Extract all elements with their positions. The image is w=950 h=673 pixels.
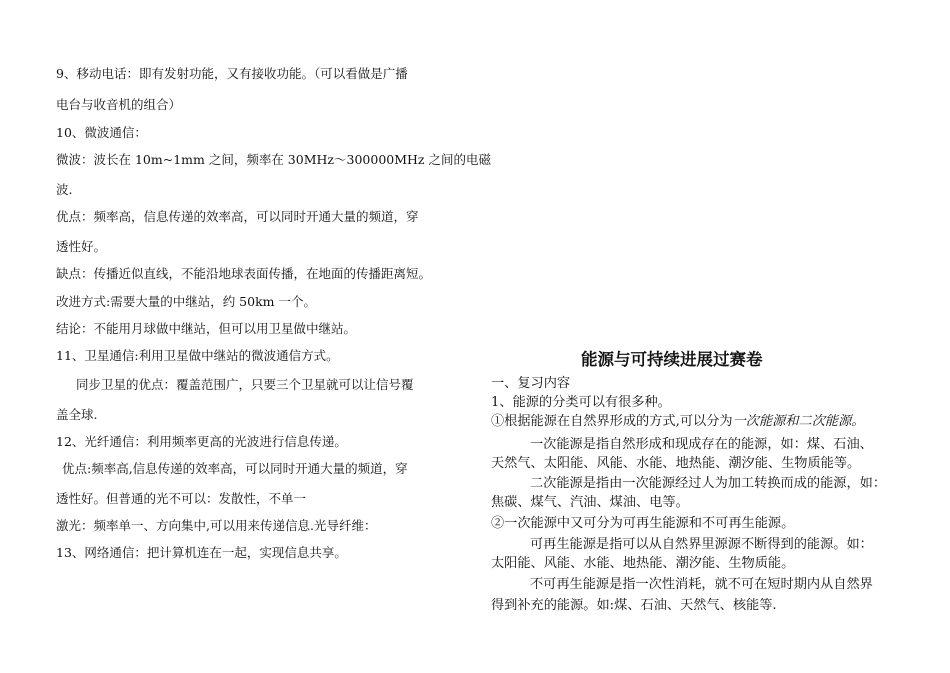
text-line: 电台与收音机的组合） — [56, 97, 182, 112]
text-line: 得到补充的能源。如:煤、石油、天然气、核能等. — [491, 598, 777, 613]
text-line: 13、网络通信：把计算机连在一起，实现信息共享。 — [56, 545, 347, 560]
text-line: 焦碳、煤气、汽油、煤油、电等。 — [491, 495, 689, 510]
text-line: 1、能源的分类可以有很多种。 — [491, 395, 671, 410]
text-line: 天然气、太阳能、风能、水能、地热能、潮汐能、生物质能等。 — [491, 456, 861, 471]
text-line: 优点：频率高，信息传递的效率高，可以同时开通大量的频道，穿 — [56, 209, 419, 224]
text-line: 一、复习内容 — [491, 376, 571, 391]
text-line: 二次能源是指由一次能源经过人为加工转换而成的能源，如： — [530, 476, 887, 491]
text-line: 结论：不能用月球做中继站，但可以用卫星做中继站。 — [56, 321, 357, 336]
text-span: ①根据能源在自然界形成的方式,可以分为 — [491, 414, 733, 429]
text-line: 11、卫星通信:利用卫星做中继站的微波通信方式。 — [56, 348, 339, 363]
text-line: 优点:频率高,信息传递的效率高，可以同时开通大量的频道，穿 — [62, 461, 408, 476]
text-line: 透性好。 — [56, 239, 107, 254]
text-line — [491, 410, 864, 429]
emphasis-text: 一次能源和二次能源。 — [732, 414, 865, 429]
text-line: 改进方式:需要大量的中继站，约 50km 一个。 — [56, 294, 316, 309]
text-line: 激光：频率单一、方向集中,可以用来传递信息.光导纤维： — [56, 518, 377, 533]
text-line: 波. — [56, 182, 73, 197]
text-line: 可再生能源是指可以从自然界里源源不断得到的能源。如： — [530, 537, 873, 552]
text-line: 不可再生能源是指一次性消耗，就不可在短时期内从自然界 — [530, 577, 873, 592]
text-line: 太阳能、风能、水能、地热能、潮汐能、生物质能。 — [491, 556, 795, 571]
text-line: 同步卫星的优点：覆盖范围广，只要三个卫星就可以让信号覆 — [76, 377, 414, 392]
text-line: 缺点：传播近似直线，不能沿地球表面传播，在地面的传播距离短。 — [56, 266, 432, 281]
text-line: 透性好。但普通的光不可以：发散性，不单一 — [56, 491, 307, 506]
section-title: 能源与可持续进展过赛卷 — [581, 350, 763, 369]
text-line: 12、光纤通信：利用频率更高的光波进行信息传递。 — [56, 434, 347, 449]
text-line: 10、微波通信： — [56, 125, 147, 140]
text-line: 一次能源是指自然形成和现成存在的能源，如：煤、石油、 — [530, 437, 873, 452]
text-line: 微波：波长在 10m~1mm 之间，频率在 30MHz～300000MHz 之间的电磁 — [56, 152, 491, 167]
text-line: 9、移动电话：即有发射功能，又有接收功能。（可以看做是广播 — [56, 66, 408, 81]
text-line: 盖全球. — [56, 407, 98, 422]
text-line: ②一次能源中又可分为可再生能源和不可再生能源。 — [491, 516, 795, 531]
